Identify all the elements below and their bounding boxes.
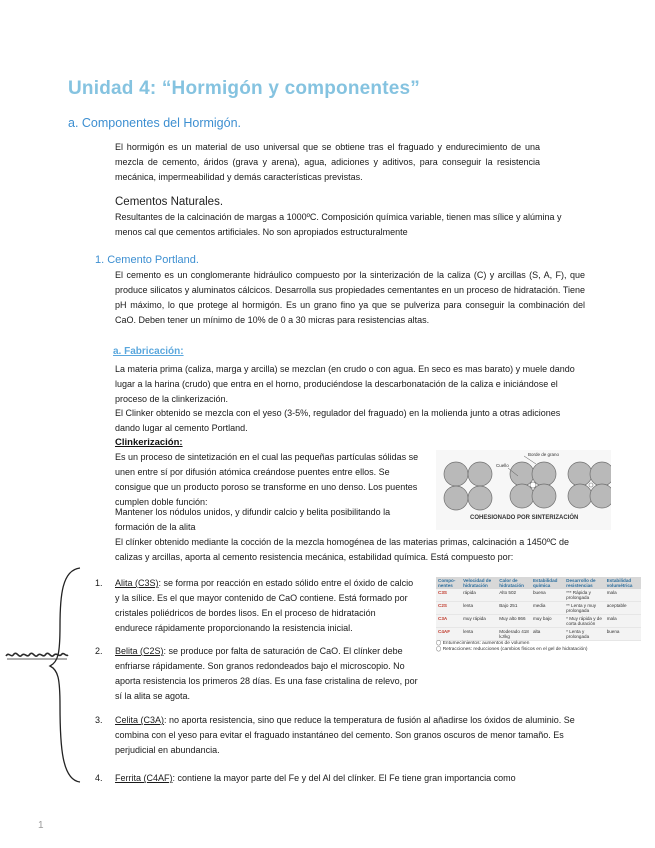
fabrication-heading: a. Fabricación: [113, 346, 184, 357]
portland-text: El cemento es un conglomerante hidráulico compuesto por la sinterización de la caliza (C) y arcillas (S, A, F), que produce silicatos y aluminatos cálcicos. Desarrolla sus propiedades cementantes en un proceso de hidratación. Tiene pH máximo, lo que protege al hormigón. Es un grano fino ya que se pulveriza para conseguir la combinación del CaO. Deben tener un mínimo de 10% de 0 a 30 micras para resistencias altas. [115, 270, 585, 325]
table-note-text: Retracciones: reducciones (cambios físicos en el gel de hidratación) [442, 647, 588, 652]
table-row [436, 628, 641, 641]
table-header: Estabilidad química [531, 577, 564, 589]
table-cell: Bajo 251 [497, 602, 531, 615]
component-name: Ferrita (C4AF) [115, 773, 173, 783]
table-cell: C3A [436, 615, 461, 628]
component-item-belita [115, 644, 423, 704]
component-item-ferrita [115, 771, 605, 786]
table-cell: C2S [436, 602, 461, 615]
table-row [436, 615, 641, 628]
component-name: Celita (C3A) [115, 715, 165, 725]
table-cell: media [531, 602, 564, 615]
table-cell: aceptable [605, 602, 641, 615]
component-name: Belita (C2S) [115, 646, 164, 656]
table-cell: mala [605, 615, 641, 628]
portland-heading: 1. Cemento Portland. [95, 254, 199, 266]
table-cell: Muy alto 866 [497, 615, 531, 628]
table-header-row [436, 577, 641, 589]
side-brace [46, 566, 86, 786]
table-note-text: Entumecimientos: aumentos de volumen [442, 641, 530, 646]
fabrication-paragraph-2: El Clinker obtenido se mezcla con el yeso (3-5%, regulador del fraguado) en la molienda junto a otras adiciones dando lugar al cemento Portland. [115, 408, 561, 433]
component-text: : se forma por reacción en estado sólido entre el óxido de calcio y la sílice. Es el que mayor contenido de CaO contiene. Está formado por cristales poliédricos de bordes lisos. En el proceso de hidratación endurece rápidamente proporcionando la resistencia inicial. [115, 578, 414, 633]
table-header: Desarrollo de resistencias [564, 577, 605, 589]
component-number: 4. [95, 773, 103, 783]
table-header: Calor de hidratación [497, 577, 531, 589]
natural-cements-text: Resultantes de la calcinación de margas a 1000ºC. Composición química variable, tienen mas sílice y alúmina y menos cal que cementos artificiales. No son apropiados estructuralmente [115, 212, 562, 237]
component-item-alita [115, 576, 415, 636]
table-cell: C4AF [436, 628, 461, 641]
table-cell: muy rápida [461, 615, 497, 628]
intro-paragraph: El hormigón es un material de uso universal que se obtiene tras el fraguado y endurecimiento de una mezcla de cemento, áridos (grava y arena), agua, adiciones y aditivos, para conseguir la resistencia mecánica, impermeabilidad y demás características previstas. [115, 142, 540, 182]
figure-caption: COHESIONADO POR SINTERIZACIÓN [470, 515, 579, 521]
table-header: Compo-nentes [436, 577, 461, 589]
section-a-heading: a. Componentes del Hormigón. [68, 116, 242, 130]
table-cell: ** Lenta y muy prolongada [564, 602, 605, 615]
table-cell: lenta [461, 628, 497, 641]
table-row [436, 589, 641, 602]
component-number: 2. [95, 646, 103, 656]
figure-label-grain-border: Borde de grano [528, 452, 560, 457]
component-item-celita [115, 713, 585, 758]
clinkerization-paragraph-1: Es un proceso de sintetización en el cual las pequeñas partículas sólidas se unen entre sí por difusión atómica creándose puentes entre ellos. Se consigue que un producto poroso se transforme en uno denso. Los puentes cumplen doble función: [115, 452, 419, 507]
table-cell: lenta [461, 602, 497, 615]
handwritten-note-scribble [5, 650, 69, 660]
page-title: Unidad 4: “Hormigón y componentes” [68, 78, 420, 99]
component-text: : no aporta resistencia, sino que reduce la temperatura de fusión al añadirse los óxidos de aluminio. Se combina con el yeso para evitar el fraguado instantáneo del cemento. Son granos oscuros de menor tamaño. Es perjudicial en abundancia. [115, 715, 575, 755]
table-header: Velocidad de hidratación [461, 577, 497, 589]
table-cell: Alto 502 [497, 589, 531, 602]
figure-label-neck: Cuello [496, 463, 509, 468]
table-note: ◯ Retracciones: reducciones (cambios físicos en el gel de hidratación) [436, 647, 588, 652]
component-number: 3. [95, 715, 103, 725]
table-cell: *** Rápida y prolongada [564, 589, 605, 602]
components-table [436, 577, 641, 641]
table-cell: rápida [461, 589, 497, 602]
table-note: ◯ Entumecimientos: aumentos de volumen [436, 641, 530, 646]
table-cell: * Lenta y prolongada [564, 628, 605, 641]
table-cell: alta [531, 628, 564, 641]
component-text: : contiene la mayor parte del Fe y del Al del clínker. El Fe tiene gran importancia como [172, 773, 516, 783]
table-header: Estabilidad volumétrica [605, 577, 641, 589]
natural-cements-title: Cementos Naturales. [115, 196, 224, 208]
clinkerization-paragraph-3: El clínker obtenido mediante la cocción de la mezcla homogénea de las materias primas, calcinación a 1450ºC de calizas y arcillas, aporta al cemento resistencia mecánica, estabilidad química. Está compuesto por: [115, 537, 570, 562]
table-cell: mala [605, 589, 641, 602]
sintering-diagram [436, 450, 611, 516]
clinkerization-heading: Clinkerización: [115, 437, 183, 448]
components-table-wrapper [436, 577, 641, 653]
table-cell: C3S [436, 589, 461, 602]
table-cell: muy bajo [531, 615, 564, 628]
table-cell: buena [531, 589, 564, 602]
table-row [436, 602, 641, 615]
clinkerization-paragraph-2: Mantener los nódulos unidos, y difundir calcio y belita posibilitando la formación de la alita [115, 507, 391, 532]
table-cell: Moderado 418 kJ/kg [497, 628, 531, 641]
component-number: 1. [95, 578, 103, 588]
table-cell: buena [605, 628, 641, 641]
page-number: 1 [38, 820, 44, 831]
table-cell: * Muy rápida y de corta duración [564, 615, 605, 628]
fabrication-paragraph-1: La materia prima (caliza, marga y arcilla) se mezclan (en crudo o con agua. En seco es mas barato) y muele dando lugar a la harina (crudo) que entra en el horno, produciéndose la descarbonatación de la caliza e iniciándose el proceso de la clinkerización. [115, 364, 575, 404]
component-name: Alita (C3S) [115, 578, 159, 588]
component-text: : se produce por falta de saturación de CaO. El clínker debe enfriarse rápidamente. Son granos redondeados bajo el microscopio. No aporta resistencia los primeros 28 días. Es una fase cristalina de relevo, por sí la alita se agota. [115, 646, 418, 701]
